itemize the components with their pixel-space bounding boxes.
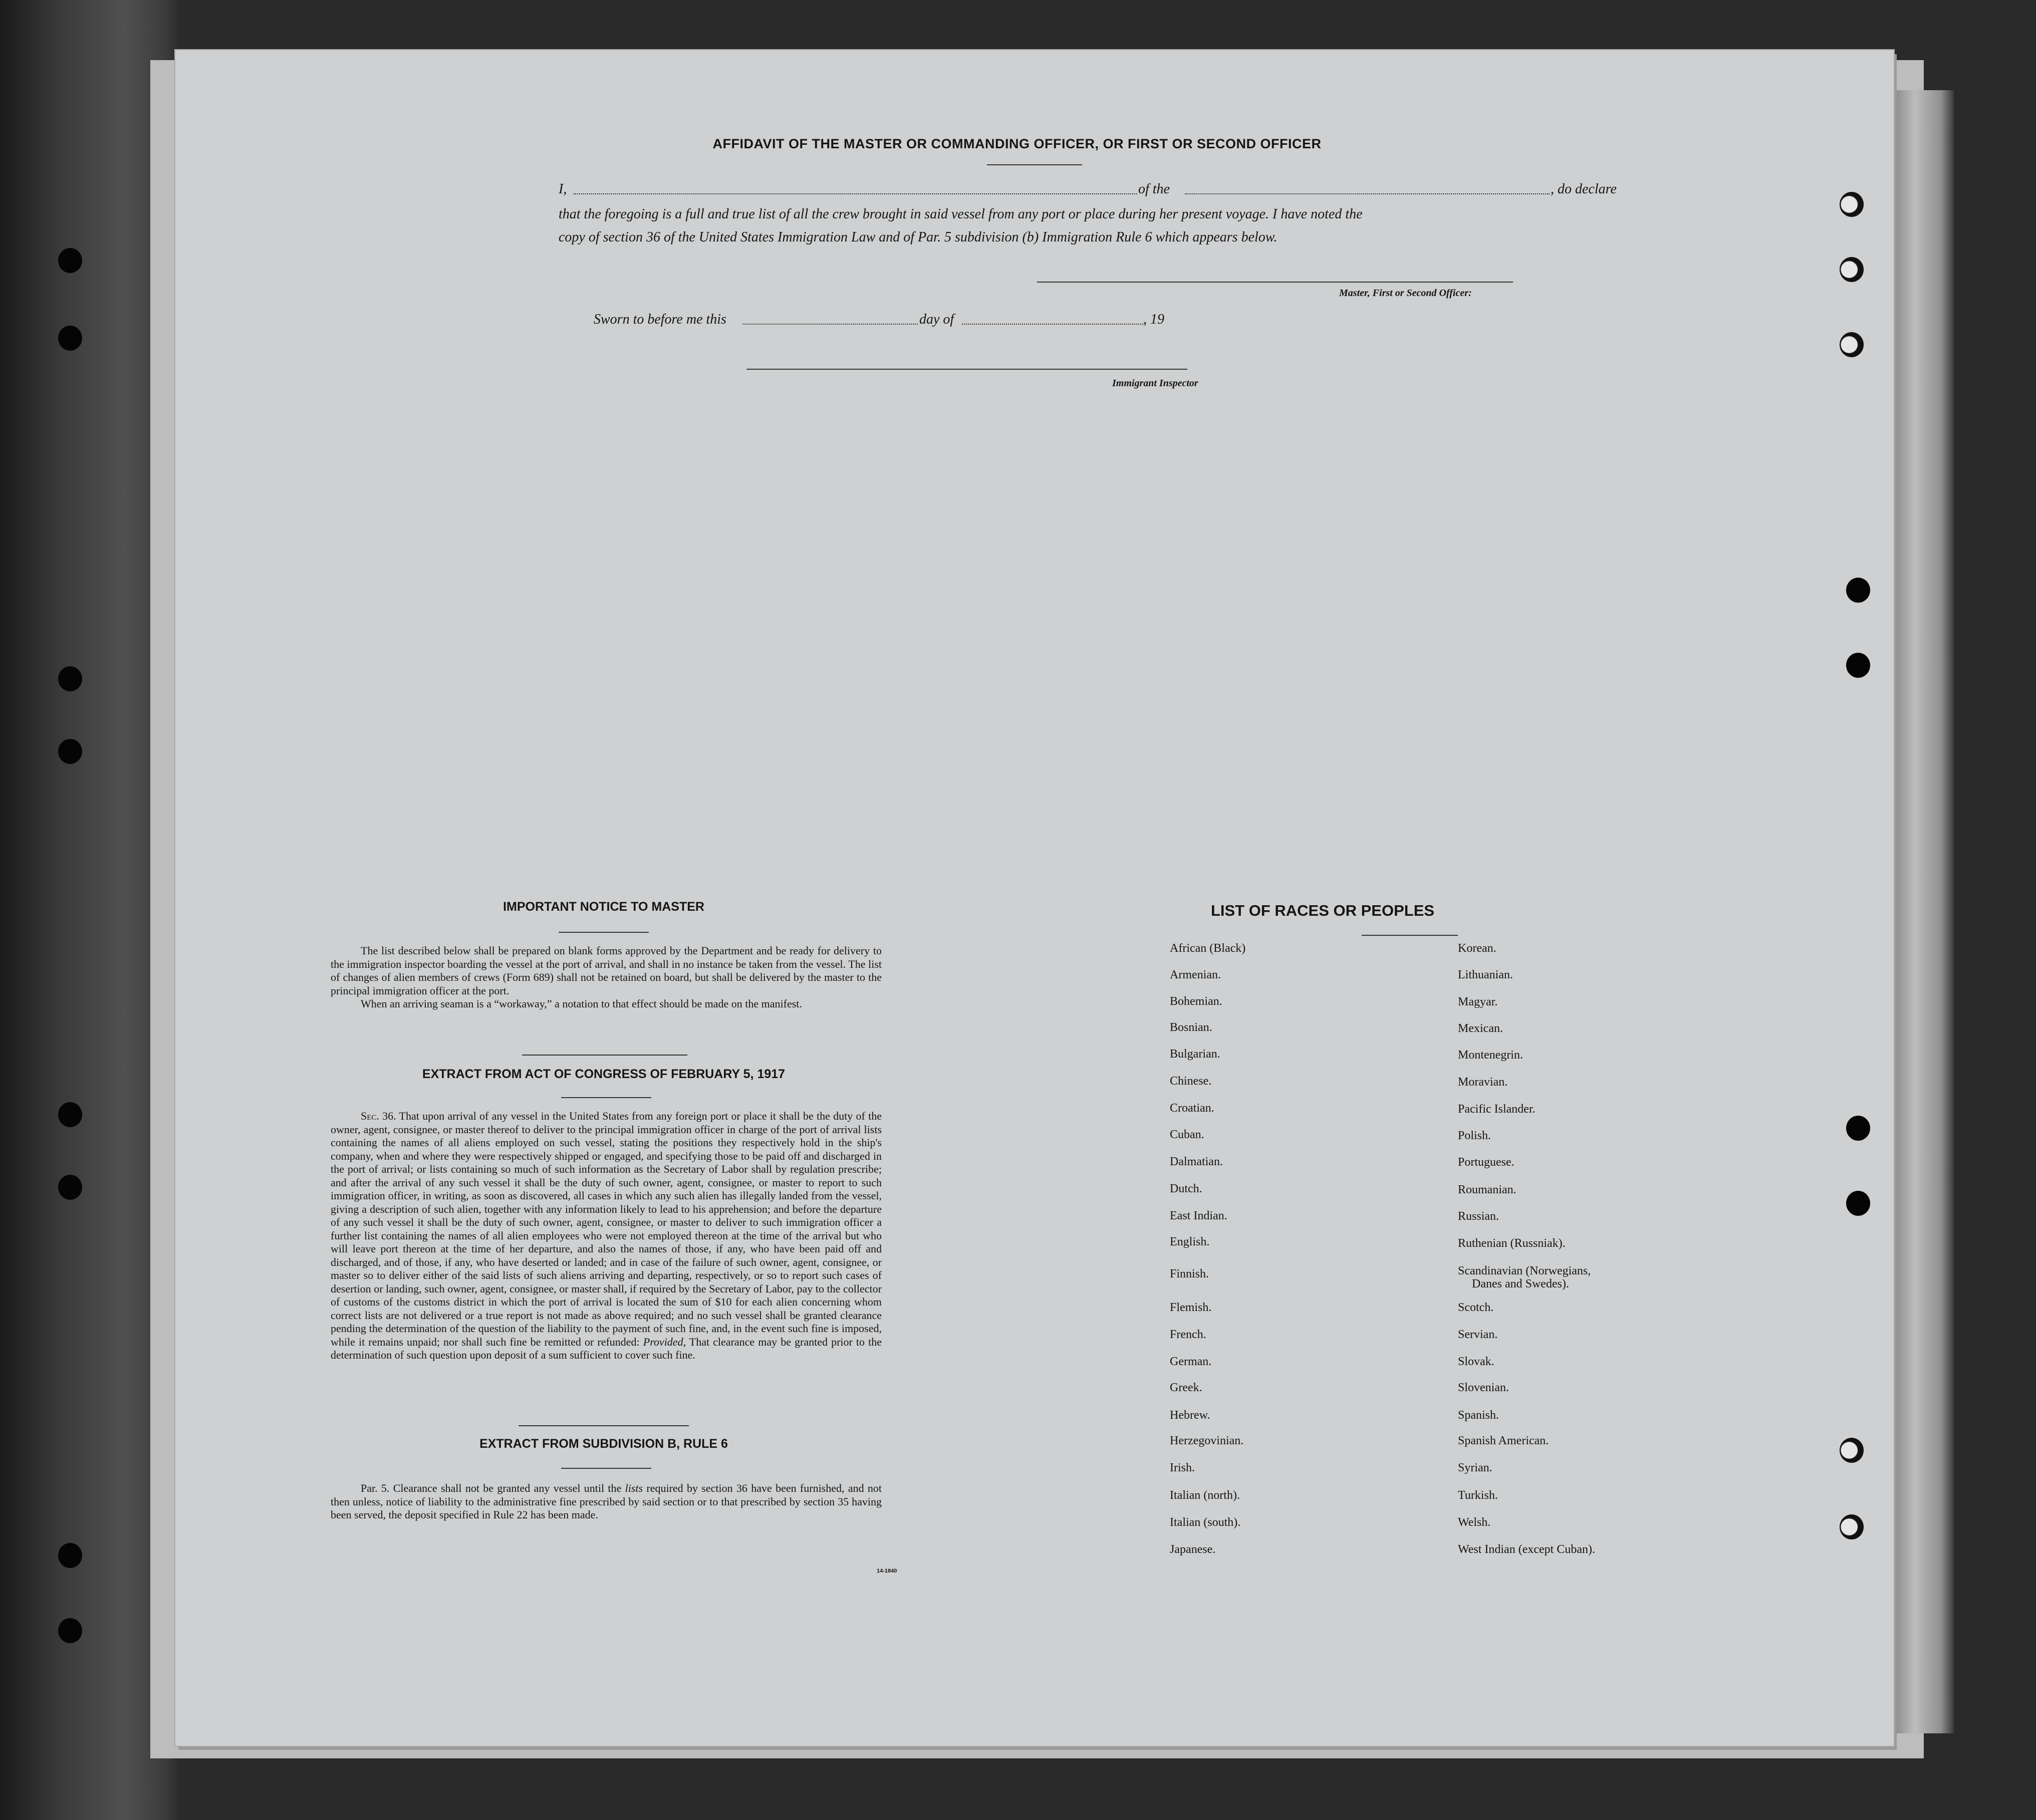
binding-hole [58, 1102, 82, 1127]
day-of-label: day of [919, 312, 954, 327]
binding-hole [1846, 578, 1870, 603]
race-item: Ruthenian (Russniak). [1458, 1237, 1566, 1250]
affidavit-line-3: copy of section 36 of the United States Immigration Law and of Par. 5 subdivision (b) Immigration Rule 6 which appears below. [559, 229, 1278, 245]
race-item: Scotch. [1458, 1301, 1494, 1314]
race-item: Montenegrin. [1458, 1049, 1523, 1062]
race-item: Magyar. [1458, 995, 1498, 1008]
title-rule [987, 164, 1082, 165]
master-signature-line[interactable] [1037, 282, 1513, 283]
lists-word: lists [625, 1482, 643, 1494]
race-item: French. [1170, 1328, 1206, 1341]
race-item: Flemish. [1170, 1301, 1212, 1314]
race-item: West Indian (except Cuban). [1458, 1543, 1595, 1556]
name-field[interactable] [574, 193, 1137, 194]
race-item: East Indian. [1170, 1209, 1227, 1222]
race-item: Armenian. [1170, 968, 1221, 981]
race-item: Spanish American. [1458, 1434, 1549, 1447]
race-item: Pacific Islander. [1458, 1103, 1536, 1116]
extract-act-rule [561, 1097, 651, 1098]
provided-label: Provided, [643, 1335, 686, 1348]
binding-hole [58, 1175, 82, 1200]
par-5-text-a: Par. 5. Clearance shall not be granted any vessel until the [361, 1482, 622, 1494]
affidavit-title: AFFIDAVIT OF THE MASTER OR COMMANDING OFFICER, OR FIRST OR SECOND OFFICER [712, 136, 1322, 151]
notice-paragraph-1: The list described below shall be prepared on blank forms approved by the Department and be ready for delivery to the immigration inspector boarding the vessel at the port of arrival, and shall in no instance be taken from the vessel. The list of changes of alien members of crews (Form 689) shall not be retained on board, but shall be delivered by the master to the principal immigration officer at the port. [331, 944, 882, 997]
binding-hole [1846, 1191, 1870, 1216]
race-item: Chinese. [1170, 1075, 1212, 1088]
binding-hole [58, 1618, 82, 1643]
form-number: 14-1840 [877, 1568, 897, 1574]
binding-hole [58, 248, 82, 273]
year-label: , 19 [1143, 312, 1164, 327]
master-signature-label: Master, First or Second Officer: [1339, 288, 1472, 299]
race-item: Bulgarian. [1170, 1048, 1220, 1061]
race-item: German. [1170, 1355, 1212, 1368]
binding-hole [58, 739, 82, 764]
race-item: Korean. [1458, 942, 1496, 955]
binding-hole [1840, 1514, 1864, 1539]
sec-36-text-end: That clearance may be granted prior to the determination of such question upon deposit of a sum sufficient to cover such fine. [331, 1335, 882, 1361]
affidavit-line-2: that the foregoing is a full and true list of all the crew brought in said vessel from any port or place during her present voyage. I have noted the [559, 206, 1363, 222]
inspector-label: Immigrant Inspector [1112, 378, 1198, 389]
binding-hole [1846, 653, 1870, 678]
affidavit-of-the-label: of the [1138, 181, 1170, 197]
race-item: Portuguese. [1458, 1156, 1514, 1169]
race-item: Welsh. [1458, 1516, 1491, 1529]
race-item: Italian (north). [1170, 1489, 1240, 1502]
race-item: Dalmatian. [1170, 1155, 1223, 1168]
par-5-text-b: required by section 36 have been furnished, and not then unless, notice of liability to the administrative fine prescribed by said section or to that prescribed by section 35 having been served, the deposit specified in Rule 22 has been made. [331, 1482, 882, 1521]
race-item: Lithuanian. [1458, 968, 1513, 981]
binding-hole [1840, 332, 1864, 357]
binding-hole [1846, 1116, 1870, 1141]
race-item: Bosnian. [1170, 1021, 1212, 1034]
race-item: English. [1170, 1235, 1210, 1248]
race-item: Bohemian. [1170, 995, 1222, 1008]
extract-rule-rule [561, 1468, 651, 1469]
race-item: Japanese. [1170, 1543, 1216, 1556]
race-item: Mexican. [1458, 1022, 1503, 1035]
race-item: Danes and Swedes). [1472, 1277, 1569, 1290]
race-item: Turkish. [1458, 1489, 1498, 1502]
race-item: Russian. [1458, 1210, 1499, 1223]
section-separator [522, 1055, 687, 1056]
notice-title-rule [559, 932, 649, 933]
race-item: Syrian. [1458, 1461, 1492, 1474]
vessel-field[interactable] [1185, 193, 1550, 194]
extract-act-title: EXTRACT FROM ACT OF CONGRESS OF FEBRUARY 5, 1917 [422, 1067, 786, 1081]
notice-paragraph-2: When an arriving seaman is a “workaway,” a notation to that effect should be made on the manifest. [361, 997, 802, 1010]
race-item: Herzegovinian. [1170, 1434, 1244, 1447]
race-item: Irish. [1170, 1461, 1195, 1474]
affidavit-i-label: I, [559, 181, 567, 197]
sec-36-label: Sec. 36. [361, 1110, 396, 1122]
race-item: Roumanian. [1458, 1183, 1516, 1196]
binding-hole [1840, 192, 1864, 217]
race-item: African (Black) [1170, 942, 1246, 955]
binding-hole [58, 666, 82, 691]
notice-text [331, 944, 882, 1011]
race-item: Spanish. [1458, 1409, 1499, 1422]
page-stack-edge [1889, 90, 1954, 1733]
race-item: Greek. [1170, 1381, 1202, 1394]
race-item: Dutch. [1170, 1182, 1202, 1195]
race-item: Finnish. [1170, 1267, 1209, 1280]
sworn-month-field[interactable] [962, 324, 1143, 325]
race-item: Slovenian. [1458, 1381, 1509, 1394]
binding-hole [1840, 257, 1864, 282]
sec-36-text: That upon arrival of any vessel in the United States from any foreign port or place it shall be the duty of the owner, agent, consignee, or master thereof to deliver to the principal immigration officer in charge of the port of arrival lists containing the names of all aliens employed on such vessel, stating the positions they respectively hold in the ship's company, when and where they were respectively shipped or engaged, and specifying those to be paid off and discharged in the port of arrival; or lists containing so much of such information as the Secretary of Labor shall by regulation prescribe; and after the arrival of any such vessel it shall be the duty of such owner, agent, consignee, or master to report to such immigration officer, in writing, as soon as discovered, all cases in which any such alien has illegally landed from the vessel, giving a description of such alien, together with any information likely to lead to his apprehension; and before the departure of any such vessel it shall be the duty of such owner, agent, consignee, or master to deliver to such immigration officer a further list containing the names of all alien employees who were not employed thereon at the time of the arrival but who will leave port thereon at the time of her departure, and also the names of those, if any, who have been paid off and discharged, and of those, if any, who have deserted or landed; and in case of the failure of such owner, agent, consignee, or master so to deliver either of the said lists of such aliens arriving and departing, respectively, or so to report such cases of desertion or landing, such owner, agent, consignee, or master shall, if required by the Secretary of Labor, pay to the collector of customs of the customs district in which the port of arrival is located the sum of $10 for each alien concerning whom correct lists are not delivered or a true report is not made as above required; and no such vessel shall be granted clearance pending the determination of the question of the liability to the payment of such fine, and, in the event such fine is imposed, while it remains unpaid; nor shall such fine be remitted or refunded: [331, 1110, 882, 1348]
extract-rule-title: EXTRACT FROM SUBDIVISION B, RULE 6 [479, 1437, 728, 1451]
binding-hole [1840, 1438, 1864, 1463]
race-item: Cuban. [1170, 1128, 1204, 1141]
sworn-day-field[interactable] [742, 324, 918, 325]
race-item: Servian. [1458, 1328, 1498, 1341]
extract-act-text [331, 1110, 882, 1362]
races-title-rule [1362, 935, 1458, 936]
inspector-signature-line[interactable] [746, 369, 1187, 370]
races-title: LIST OF RACES OR PEOPLES [1210, 902, 1435, 919]
extract-rule-text [331, 1482, 882, 1522]
race-item: Moravian. [1458, 1076, 1508, 1089]
binding-hole [58, 1543, 82, 1568]
race-item: Scandinavian (Norwegians, [1458, 1264, 1591, 1277]
race-item: Polish. [1458, 1129, 1491, 1142]
affidavit-declare-label: , do declare [1551, 181, 1617, 197]
binding-hole [58, 326, 82, 351]
race-item: Slovak. [1458, 1355, 1494, 1368]
form-sheet [175, 50, 1894, 1746]
sworn-label: Sworn to before me this [594, 312, 726, 327]
race-item: Hebrew. [1170, 1409, 1210, 1422]
race-item: Croatian. [1170, 1102, 1214, 1115]
section-separator [519, 1425, 689, 1426]
race-item: Italian (south). [1170, 1516, 1241, 1529]
notice-title: IMPORTANT NOTICE TO MASTER [503, 900, 704, 914]
